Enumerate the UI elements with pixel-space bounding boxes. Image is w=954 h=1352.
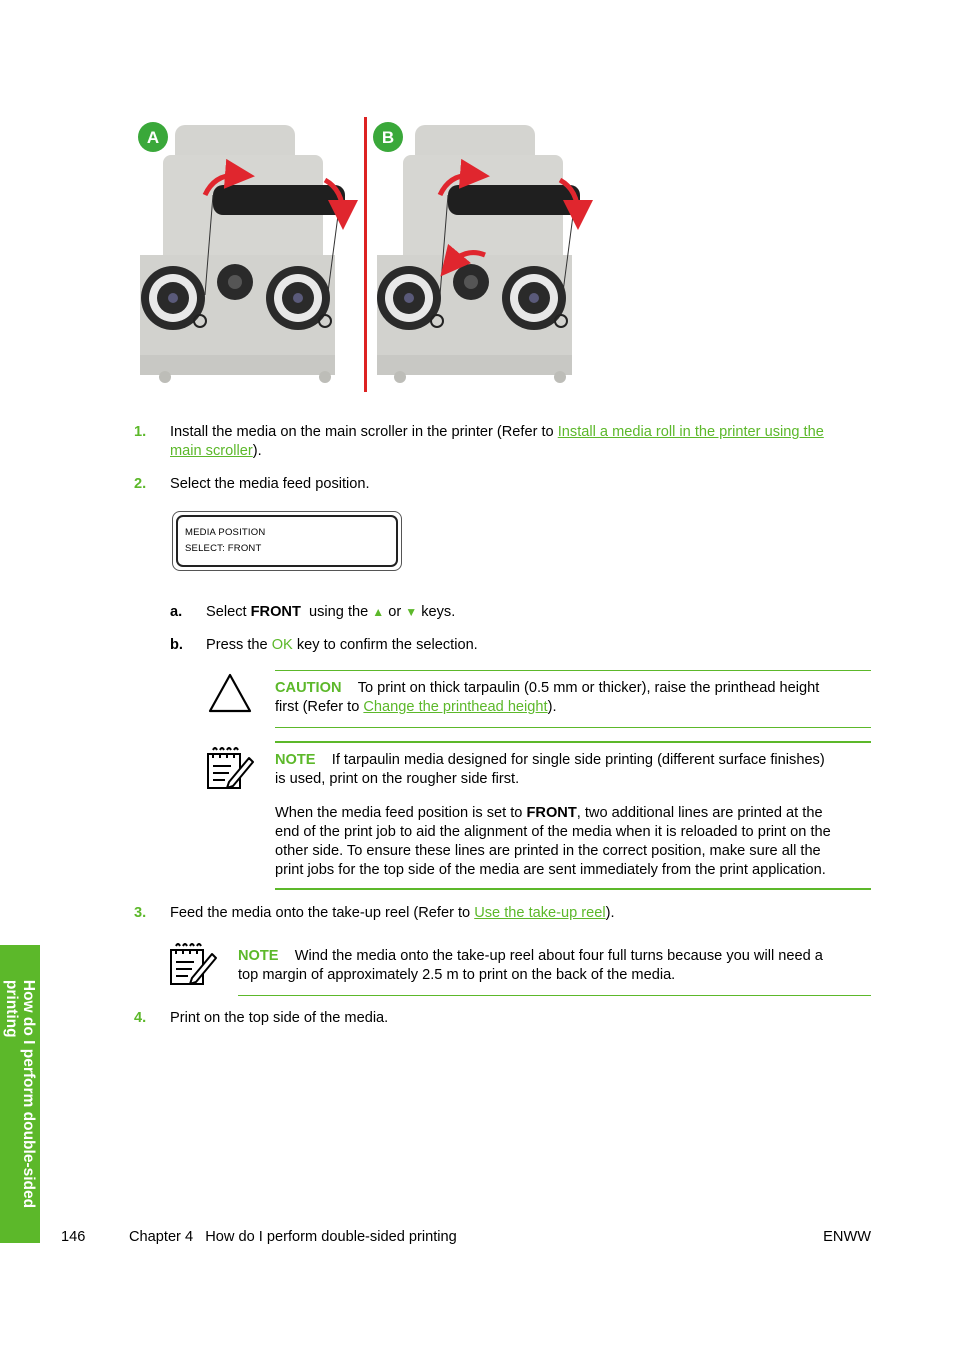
step-1-text: Install the media on the main scroller in the printer (Refer to Install a media roll in the printer using the main scroller). bbox=[170, 424, 824, 459]
step-1-number: 1. bbox=[134, 424, 147, 440]
note1-top-rule bbox=[275, 741, 871, 743]
footer-page-number: 146 bbox=[61, 1229, 86, 1245]
panel-divider bbox=[364, 117, 367, 392]
note1-paragraph-2: When the media feed position is set to FRONT, two additional lines are printed at the end of the print job to aid the alignment of the media when it is reloaded to print on the other side. To ensure these lines are printed in the correct position, make sure all the print jobs for the top side of the media are sent immediately from the print application. bbox=[275, 805, 831, 878]
step-2-number: 2. bbox=[134, 476, 147, 492]
badge-b bbox=[373, 122, 403, 152]
step-4-number: 4. bbox=[134, 1010, 147, 1026]
note-pad-icon bbox=[205, 744, 255, 792]
caution-text: CAUTION To print on thick tarpaulin (0.5 mm or thicker), raise the printhead height first (Refer to Change the printhead height). bbox=[275, 680, 820, 715]
substep-b-text: Press the OK key to confirm the selection. bbox=[206, 637, 478, 653]
caution-bottom-rule bbox=[275, 727, 871, 728]
substep-a-text: Select FRONT using the ▲ or ▼ keys. bbox=[206, 604, 456, 620]
up-arrow-key-icon: ▲ bbox=[372, 605, 385, 619]
note2-bottom-rule bbox=[238, 995, 871, 996]
caution-icon bbox=[207, 672, 253, 714]
printer-b-drawing bbox=[377, 125, 580, 383]
link-change-printhead-height[interactable]: Change the printhead height bbox=[363, 699, 548, 715]
footer-chapter: Chapter 4 How do I perform double-sided printing bbox=[129, 1229, 457, 1245]
step-4-text: Print on the top side of the media. bbox=[170, 1010, 389, 1026]
badge-a bbox=[138, 122, 168, 152]
note2-label: NOTE bbox=[238, 948, 279, 964]
footer-code: ENWW bbox=[823, 1229, 871, 1245]
side-tab-line-2: printing bbox=[3, 979, 20, 1038]
badge-b-label: B bbox=[381, 128, 395, 147]
down-arrow-key-icon: ▼ bbox=[405, 605, 418, 619]
caution-label: CAUTION bbox=[275, 680, 342, 696]
lcd-line-2: SELECT: FRONT bbox=[185, 543, 262, 554]
lcd-line-1: MEDIA POSITION bbox=[185, 527, 266, 538]
lcd-display bbox=[172, 511, 402, 571]
note1-bottom-rule bbox=[275, 888, 871, 890]
chapter-side-tab bbox=[0, 945, 40, 1243]
substep-b-letter: b. bbox=[170, 637, 183, 653]
note2-text: NOTE Wind the media onto the take-up reel about four full turns because you will need a top margin of approximately 2.5 m to print on the back of the media. bbox=[238, 948, 823, 983]
side-tab-line-1: How do I perform double-sided bbox=[20, 979, 37, 1209]
ok-key-label: OK bbox=[271, 637, 293, 653]
step-2-text: Select the media feed position. bbox=[170, 476, 370, 492]
note1-text: NOTE If tarpaulin media designed for single side printing (different surface finishes) is used, print on the rougher side first. bbox=[275, 752, 825, 787]
link-main-scroller[interactable]: main scroller bbox=[170, 443, 253, 459]
badge-a-label: A bbox=[146, 128, 160, 147]
link-install-media-roll[interactable]: Install a media roll in the printer using the bbox=[557, 424, 824, 440]
printer-illustration bbox=[135, 115, 595, 395]
printer-a-drawing bbox=[140, 125, 345, 383]
step-3-text: Feed the media onto the take-up reel (Refer to Use the take-up reel). bbox=[170, 905, 615, 921]
link-use-take-up-reel[interactable]: Use the take-up reel bbox=[474, 905, 606, 921]
substep-a-letter: a. bbox=[170, 604, 183, 620]
note1-label: NOTE bbox=[275, 752, 316, 768]
caution-top-rule bbox=[275, 670, 871, 671]
step-3-number: 3. bbox=[134, 905, 147, 921]
note-pad-icon-2 bbox=[168, 940, 218, 988]
